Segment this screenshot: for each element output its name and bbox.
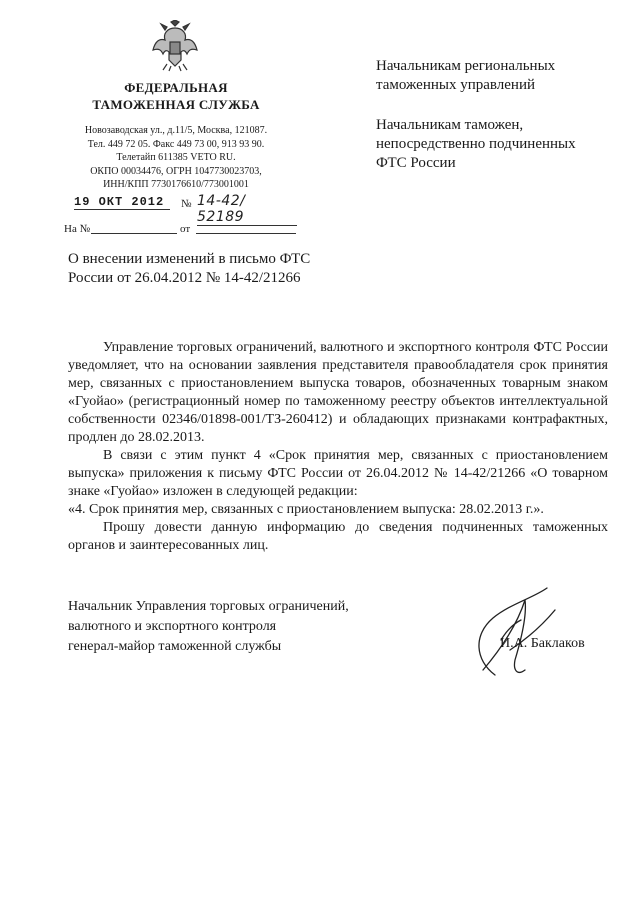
reference-date-label: от	[180, 223, 191, 235]
reference-number-line	[91, 233, 177, 234]
subject-line1: О внесении изменений в письмо ФТС	[68, 251, 311, 267]
body-paragraph-2: В связи с этим пункт 4 «Срок принятия мер, связанных с приостановлением выпуска» приложения к письму ФТС России от 26.04.2012 № 14-42/21266 «О товарном знаке «Гуойао» изложен в следующей редакции:	[68, 448, 608, 499]
reference-number-label: На №	[64, 223, 91, 235]
org-okpo-ogrn: ОКПО 00034476, ОГРН 1047730023703,	[90, 165, 262, 177]
letter-subject	[68, 250, 328, 288]
addressee-regional	[376, 57, 616, 95]
org-inn-kpp: ИНН/КПП 7730176610/773001001	[103, 179, 249, 190]
registration-number: 14-42/ 52189	[197, 193, 297, 226]
body-paragraph-3: Прошу довести данную информацию до сведения подчиненных таможенных органов и заинтересованных лиц.	[68, 520, 608, 553]
signatory-name: И.А. Баклаков	[500, 636, 585, 651]
org-address: Новозаводская ул., д.11/5, Москва, 121087.	[84, 125, 268, 136]
signatory-position-line1: Начальник Управления торговых ограничений,	[68, 599, 349, 614]
reference-date-line	[196, 233, 296, 234]
organization-name	[62, 79, 290, 113]
addressee-customs-line3: ФТС России	[376, 155, 456, 171]
org-phone-fax: Тел. 449 72 05. Факс 449 73 00, 913 93 90.	[87, 138, 265, 150]
addressee-regional-line2: таможенных управлений	[376, 77, 536, 93]
body-paragraph-1: Управление торговых ограничений, валютного и экспортного контроля ФТС России уведомляет, что на основании заявления представителя правообладателя срок принятия мер, связанных с приостановлением выпуска товаров, обозначенных товарным знаком «Гуойао» (регистрационный номер по таможенному реестру объектов интеллектуальной собственности 02346/01898-001/ТЗ-260412) и обладающих признаками контрафактных, продлен до 28.02.2013.	[68, 340, 608, 445]
org-name-line1: ФЕДЕРАЛЬНАЯ	[124, 80, 228, 95]
signatory-position-line2: валютного и экспортного контроля	[68, 619, 277, 634]
addressee-regional-line1: Начальникам региональных	[376, 58, 556, 74]
addressee-customs-line2: непосредственно подчиненных	[376, 136, 576, 152]
org-teletype: Телетайп 611385 VETO RU.	[116, 152, 236, 163]
addressee-customs	[376, 116, 616, 173]
registration-date: 19 ОКТ 2012	[74, 195, 170, 210]
signatory-position-line3: генерал-майор таможенной службы	[68, 639, 282, 654]
body-quote: «4. Срок принятия мер, связанных с приостановлением выпуска: 28.02.2013 г.».	[68, 502, 544, 517]
registration-number-label: №	[181, 198, 192, 210]
org-name-line2: ТАМОЖЕННАЯ СЛУЖБА	[92, 97, 260, 112]
letter-body	[68, 339, 608, 555]
signatory-position	[68, 597, 388, 657]
russian-coat-of-arms-icon	[151, 20, 199, 72]
addressee-customs-line1: Начальникам таможен,	[376, 117, 524, 133]
organization-details	[62, 124, 290, 192]
subject-line2: России от 26.04.2012 № 14-42/21266	[68, 270, 301, 286]
